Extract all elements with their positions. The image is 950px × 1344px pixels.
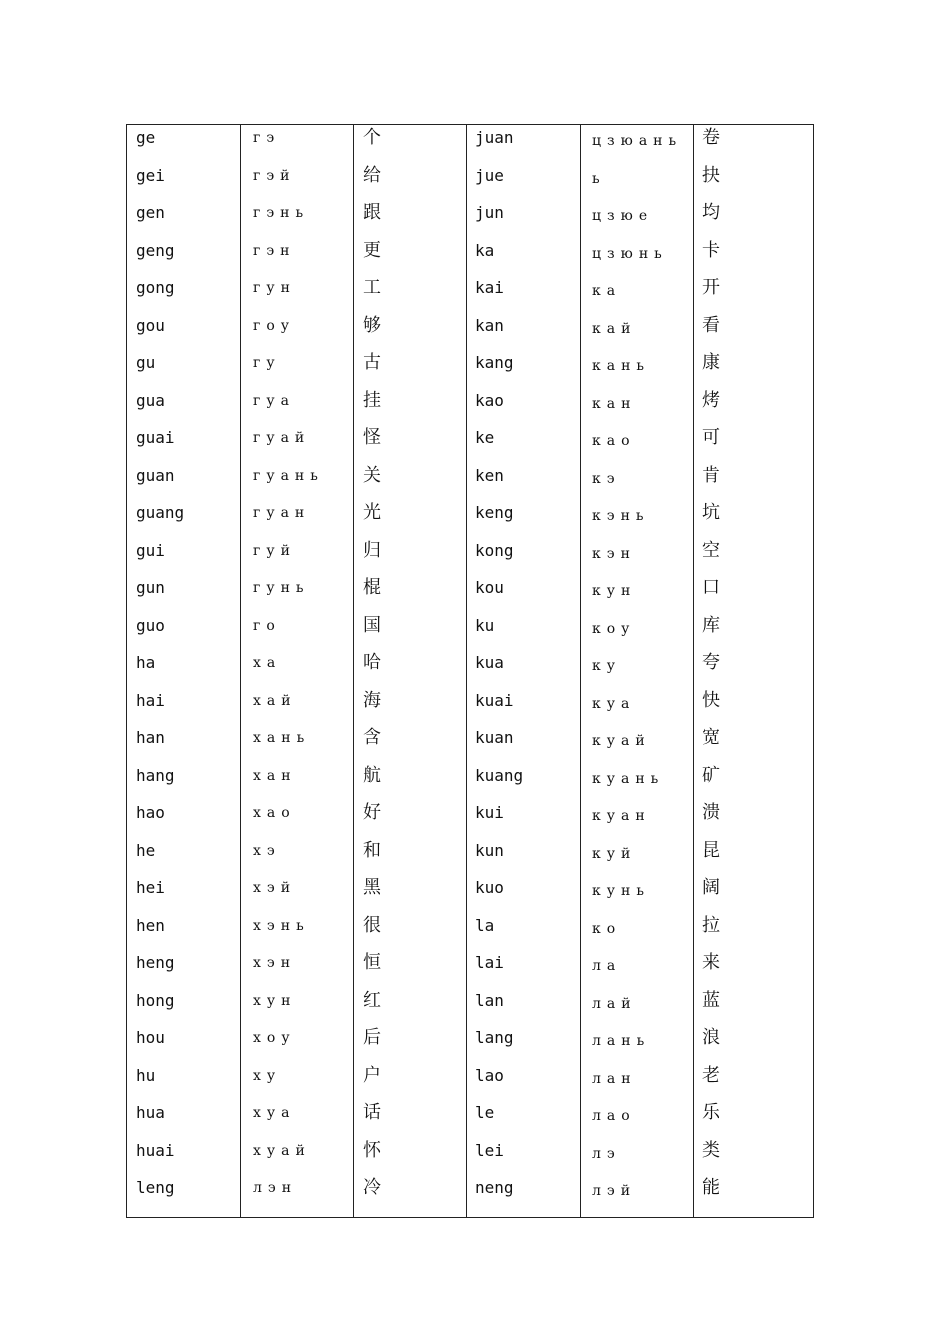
table-row <box>127 463 813 501</box>
cyrillic-cell: као <box>592 433 636 449</box>
cyrillic-cell: куа <box>592 695 636 712</box>
cyrillic-cell: гэй <box>253 167 296 184</box>
pinyin-cell: kang <box>475 353 514 372</box>
hanzi-cell: 老 <box>702 1064 720 1086</box>
hanzi-cell: 开 <box>702 277 720 298</box>
cyrillic-cell: кай <box>592 320 637 337</box>
hanzi-cell: 昆 <box>702 839 720 861</box>
cyrillic-cell: лай <box>592 995 637 1012</box>
cyrillic-cell: кэ <box>592 470 621 487</box>
cyrillic-cell: хай <box>253 692 297 709</box>
table-row <box>127 425 813 463</box>
cyrillic-cell: кэнь <box>592 508 650 524</box>
cyrillic-cell: хуай <box>253 1142 311 1159</box>
cyrillic-cell: кунь <box>592 883 650 899</box>
hanzi-cell: 拉 <box>702 914 720 936</box>
cyrillic-cell: гэ <box>253 130 281 146</box>
pinyin-cyrillic-table <box>126 124 814 1218</box>
table-row <box>127 1175 813 1213</box>
cyrillic-cell: хэ <box>253 842 281 859</box>
pinyin-cell: hai <box>136 690 165 710</box>
hanzi-cell: 跟 <box>363 202 381 223</box>
cyrillic-cell: гуа <box>253 392 295 409</box>
pinyin-cell: gun <box>136 578 165 597</box>
pinyin-cell: kuang <box>475 765 524 785</box>
pinyin-cell: hang <box>136 765 175 785</box>
pinyin-cell: hao <box>136 803 165 822</box>
pinyin-cell: kui <box>475 803 504 822</box>
cyrillic-cell: ла <box>592 958 622 974</box>
pinyin-cell: la <box>475 915 495 935</box>
hanzi-cell: 能 <box>702 1177 720 1198</box>
cyrillic-cell: лань <box>592 1033 651 1049</box>
pinyin-cell: lei <box>475 1140 504 1160</box>
pinyin-cell: jun <box>475 203 504 222</box>
hanzi-cell: 来 <box>702 952 720 973</box>
table-row <box>127 1100 813 1138</box>
table-row <box>127 238 813 276</box>
cyrillic-cell: кэн <box>592 545 636 562</box>
hanzi-cell: 挂 <box>363 389 381 411</box>
pinyin-cell: gua <box>136 390 165 410</box>
pinyin-cell: kuai <box>475 690 514 710</box>
pinyin-cell: kou <box>475 578 504 597</box>
table-row <box>127 913 813 951</box>
pinyin-cell: gei <box>136 165 165 185</box>
pinyin-cell: kuo <box>475 878 504 897</box>
pinyin-cell: kan <box>475 315 504 335</box>
table-row <box>127 763 813 801</box>
cyrillic-cell: хэн <box>253 955 297 971</box>
pinyin-cell: gou <box>136 315 165 335</box>
hanzi-cell: 工 <box>363 277 381 298</box>
hanzi-cell: 怀 <box>363 1139 381 1161</box>
pinyin-cell: gong <box>136 278 175 297</box>
pinyin-cell: guang <box>136 503 185 522</box>
cyrillic-cell: куань <box>592 770 665 787</box>
hanzi-cell: 好 <box>363 802 381 823</box>
cyrillic-cell: кун <box>592 583 637 599</box>
hanzi-cell: 户 <box>363 1064 381 1086</box>
pinyin-cell: huai <box>136 1140 175 1160</box>
hanzi-cell: 乐 <box>702 1102 720 1123</box>
hanzi-cell: 宽 <box>702 727 720 748</box>
table-row <box>127 538 813 576</box>
pinyin-cell: hong <box>136 990 175 1010</box>
pinyin-cell: gui <box>136 540 165 560</box>
pinyin-cell: lan <box>475 990 504 1010</box>
cyrillic-cell: гэнь <box>253 205 310 221</box>
pinyin-cell: hei <box>136 878 165 897</box>
pinyin-cell: juan <box>475 128 514 147</box>
pinyin-cell: hou <box>136 1028 165 1047</box>
pinyin-cell: ku <box>475 615 495 635</box>
hanzi-cell: 更 <box>363 239 381 261</box>
pinyin-cell: gen <box>136 203 165 222</box>
cyrillic-cell: гуй <box>253 542 296 559</box>
table-row <box>127 1063 813 1101</box>
cyrillic-cell: хоу <box>253 1030 296 1046</box>
hanzi-cell: 很 <box>363 914 381 936</box>
table-row <box>127 200 813 238</box>
hanzi-cell: 恒 <box>363 952 381 973</box>
cyrillic-cell: лан <box>592 1070 637 1087</box>
hanzi-cell: 话 <box>363 1102 381 1123</box>
cyrillic-cell: хао <box>253 805 296 821</box>
table-row <box>127 688 813 726</box>
hanzi-cell: 航 <box>363 764 381 786</box>
cyrillic-cell: гоу <box>253 317 296 334</box>
table-row <box>127 800 813 838</box>
hanzi-cell: 海 <box>363 689 381 711</box>
cyrillic-cell: хуа <box>253 1105 296 1121</box>
cyrillic-cell: цзюе <box>592 208 654 224</box>
hanzi-cell: 康 <box>702 352 720 373</box>
hanzi-cell: 冷 <box>363 1177 381 1198</box>
cyrillic-cell: го <box>253 617 281 634</box>
hanzi-cell: 含 <box>363 727 381 748</box>
cyrillic-cell: гу <box>253 355 281 371</box>
table-row <box>127 125 813 163</box>
cyrillic-cell: куан <box>592 808 651 824</box>
hanzi-cell: 棍 <box>363 577 381 598</box>
cyrillic-cell: лэн <box>253 1180 298 1196</box>
table-row <box>127 613 813 651</box>
cyrillic-cell: коу <box>592 620 636 637</box>
pinyin-cell: kai <box>475 278 504 297</box>
cyrillic-cell: ку <box>592 658 621 674</box>
pinyin-cell: keng <box>475 503 514 522</box>
pinyin-cell: guo <box>136 615 165 635</box>
cyrillic-cell: лао <box>592 1108 636 1124</box>
hanzi-cell: 肯 <box>702 464 720 486</box>
pinyin-cell: guan <box>136 465 175 485</box>
pinyin-cell: hua <box>136 1103 165 1122</box>
table-row <box>127 388 813 426</box>
table-row <box>127 275 813 313</box>
table-row <box>127 650 813 688</box>
pinyin-cell: ha <box>136 653 156 672</box>
hanzi-cell: 给 <box>363 164 381 186</box>
hanzi-cell: 类 <box>702 1139 720 1161</box>
cyrillic-cell: цзюнь <box>592 245 668 262</box>
cyrillic-cell: гунь <box>253 580 310 596</box>
hanzi-cell: 哈 <box>363 652 381 673</box>
pinyin-cell: leng <box>136 1178 175 1197</box>
hanzi-cell: 库 <box>702 614 720 636</box>
cyrillic-cell: ка <box>592 283 622 299</box>
cyrillic-cell: кан <box>592 395 637 412</box>
cyrillic-cell: лэ <box>592 1145 621 1162</box>
pinyin-cell: jue <box>475 165 504 185</box>
pinyin-cell: han <box>136 728 165 747</box>
pinyin-cell: lai <box>475 953 504 972</box>
table-row <box>127 163 813 201</box>
hanzi-cell: 黑 <box>363 877 381 898</box>
hanzi-cell: 快 <box>702 689 720 711</box>
pinyin-cell: hu <box>136 1065 156 1085</box>
table-row <box>127 950 813 988</box>
table-row <box>127 875 813 913</box>
cyrillic-cell: хань <box>253 730 311 746</box>
hanzi-cell: 光 <box>363 502 381 523</box>
hanzi-cell: 空 <box>702 539 720 561</box>
hanzi-cell: 蓝 <box>702 989 720 1011</box>
hanzi-cell: 个 <box>363 127 381 148</box>
cyrillic-cell: куай <box>592 733 651 749</box>
pinyin-cell: kong <box>475 540 514 560</box>
cyrillic-cell: ху <box>253 1067 282 1084</box>
hanzi-cell: 卡 <box>702 239 720 261</box>
hanzi-cell: 矿 <box>702 764 720 786</box>
hanzi-cell: 和 <box>363 839 381 861</box>
cyrillic-cell: гэн <box>253 242 296 259</box>
hanzi-cell: 古 <box>363 352 381 373</box>
pinyin-cell: hen <box>136 915 165 935</box>
hanzi-cell: 怪 <box>363 427 381 448</box>
hanzi-cell: 关 <box>363 464 381 486</box>
hanzi-cell: 均 <box>702 202 720 223</box>
hanzi-cell: 后 <box>363 1027 381 1048</box>
hanzi-cell: 浪 <box>702 1027 720 1048</box>
pinyin-cell: guai <box>136 428 175 447</box>
table-row <box>127 575 813 613</box>
hanzi-cell: 阔 <box>702 877 720 898</box>
hanzi-cell: 卷 <box>702 127 720 148</box>
hanzi-cell: 抉 <box>702 164 720 186</box>
pinyin-cell: heng <box>136 953 175 972</box>
pinyin-cell: ken <box>475 465 504 485</box>
table-row <box>127 725 813 763</box>
cyrillic-cell: цзюань <box>592 133 683 149</box>
table-row <box>127 1025 813 1063</box>
cyrillic-cell: лэй <box>592 1183 637 1199</box>
pinyin-cell: neng <box>475 1178 514 1197</box>
pinyin-cell: ka <box>475 240 495 260</box>
table-row <box>127 988 813 1026</box>
pinyin-cell: ke <box>475 428 495 447</box>
pinyin-cell: kao <box>475 390 504 410</box>
hanzi-cell: 国 <box>363 614 381 636</box>
table-row <box>127 313 813 351</box>
pinyin-cell: gu <box>136 353 156 372</box>
cyrillic-cell: куй <box>592 845 637 862</box>
cyrillic-cell: хэнь <box>253 917 310 934</box>
pinyin-cell: kun <box>475 840 504 860</box>
pinyin-cell: kuan <box>475 728 514 747</box>
hanzi-cell: 溃 <box>702 802 720 823</box>
hanzi-cell: 烤 <box>702 389 720 411</box>
cyrillic-cell: хун <box>253 992 297 1009</box>
cyrillic-cell: кань <box>592 358 651 374</box>
pinyin-cell: kua <box>475 653 504 672</box>
table-row <box>127 838 813 876</box>
hanzi-cell: 夸 <box>702 652 720 673</box>
cyrillic-cell: гуань <box>253 467 324 484</box>
pinyin-cell: le <box>475 1103 495 1122</box>
cyrillic-cell: ь <box>592 170 606 187</box>
pinyin-cell: lao <box>475 1065 504 1085</box>
pinyin-cell: lang <box>475 1028 514 1047</box>
hanzi-cell: 看 <box>702 314 720 336</box>
cyrillic-cell: гуан <box>253 505 311 521</box>
hanzi-cell: 归 <box>363 539 381 561</box>
cyrillic-cell: гуай <box>253 430 311 446</box>
table-row <box>127 500 813 538</box>
hanzi-cell: 可 <box>702 427 720 448</box>
pinyin-cell: he <box>136 840 156 860</box>
hanzi-cell: 坑 <box>702 502 720 523</box>
hanzi-cell: 够 <box>363 314 381 336</box>
table-row <box>127 1138 813 1176</box>
table-row <box>127 350 813 388</box>
hanzi-cell: 口 <box>702 577 720 598</box>
pinyin-cell: ge <box>136 128 156 147</box>
cyrillic-cell: гун <box>253 280 296 296</box>
hanzi-cell: 红 <box>363 989 381 1011</box>
cyrillic-cell: хэй <box>253 880 297 896</box>
cyrillic-cell: хан <box>253 767 297 784</box>
cyrillic-cell: ха <box>253 655 282 671</box>
cyrillic-cell: ко <box>592 920 622 937</box>
pinyin-cell: geng <box>136 240 175 260</box>
